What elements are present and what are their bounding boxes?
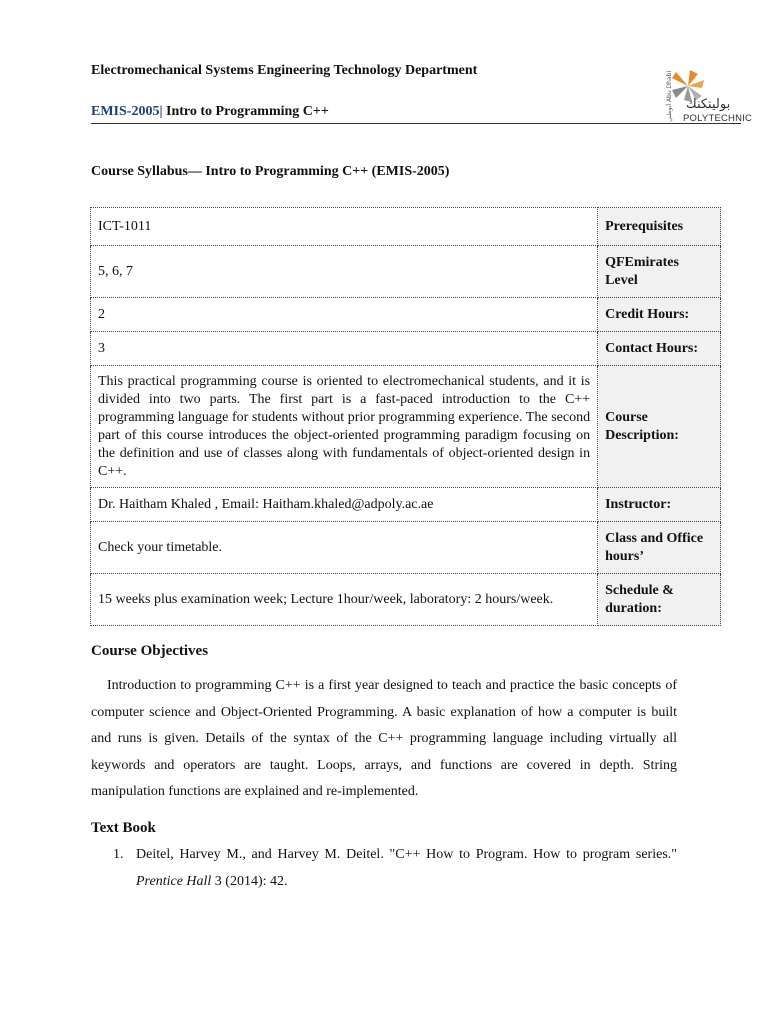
table-row [91, 332, 721, 366]
row-value: 15 weeks plus examination week; Lecture 1hour/week, laboratory: 2 hours/week. [91, 574, 598, 626]
polytechnic-logo [664, 70, 753, 126]
table-row [91, 246, 721, 298]
header-divider [91, 123, 741, 124]
course-name: Intro to Programming C++ [162, 104, 329, 119]
row-label: Credit Hours: [598, 298, 721, 332]
table-row [91, 488, 721, 522]
textbook-heading: Text Book [91, 820, 156, 836]
textbook-reference [91, 842, 677, 895]
row-value: ICT-1011 [91, 208, 598, 246]
row-label: Course Description: [598, 366, 721, 488]
reference-authors-title: Deitel, Harvey M., and Harvey M. Deitel. "C++ How to Program. How to program series." [136, 847, 677, 862]
reference-number: 1. [113, 847, 124, 862]
row-value: Check your timetable. [91, 522, 598, 574]
table-row [91, 522, 721, 574]
logo-vertical-text: أبوظبي Abu Dhabi [666, 70, 673, 122]
table-row [91, 208, 721, 246]
syllabus-title: Course Syllabus— Intro to Programming C++ (EMIS-2005) [91, 164, 450, 179]
row-label: Class and Office hours’ [598, 522, 721, 574]
course-code: EMIS-2005| [91, 104, 163, 119]
table-row [91, 574, 721, 626]
objectives-heading: Course Objectives [91, 643, 209, 659]
row-value: This practical programming course is oriented to electromechanical students, and it is divided into two parts. The first part is a fast-paced introduction to the C++ programming language for students without prior programming experience. The second part of this course introduces the object-oriented programming paradigm focusing on the definition and use of classes along with fundamentals of object-oriented design in C++. [91, 366, 598, 488]
row-label: Instructor: [598, 488, 721, 522]
reference-publisher: Prentice Hall [136, 873, 212, 889]
row-label: QFEmirates Level [598, 246, 721, 298]
row-label: Prerequisites [598, 208, 721, 246]
objectives-text: Introduction to programming C++ is a first year designed to teach and practice the basic concepts of computer science and Object-Oriented Programming. A basic explanation of how a computer is built and runs is given. Details of the syntax of the C++ programming language including virtually all keywords and operators are taught. Loops, arrays, and functions are covered in depth. String manipulation functions are explained and re-implemented. [91, 678, 677, 799]
department-name: Electromechanical Systems Engineering Technology Department [91, 63, 478, 78]
table-row [91, 298, 721, 332]
reference-details: 3 (2014): 42. [211, 873, 288, 889]
row-label: Schedule & duration: [598, 574, 721, 626]
reference-text [136, 842, 677, 895]
row-label: Contact Hours: [598, 332, 721, 366]
table-row [91, 366, 721, 488]
course-header [91, 104, 329, 120]
row-value: Dr. Haitham Khaled , Email: Haitham.khaled@adpoly.ac.ae [91, 488, 598, 522]
course-info-table [90, 207, 721, 626]
row-value: 5, 6, 7 [91, 246, 598, 298]
logo-latin-text: POLYTECHNIC [683, 113, 753, 124]
logo-arabic-text: بوليتكنك [686, 97, 731, 112]
row-value: 3 [91, 332, 598, 366]
row-value: 2 [91, 298, 598, 332]
